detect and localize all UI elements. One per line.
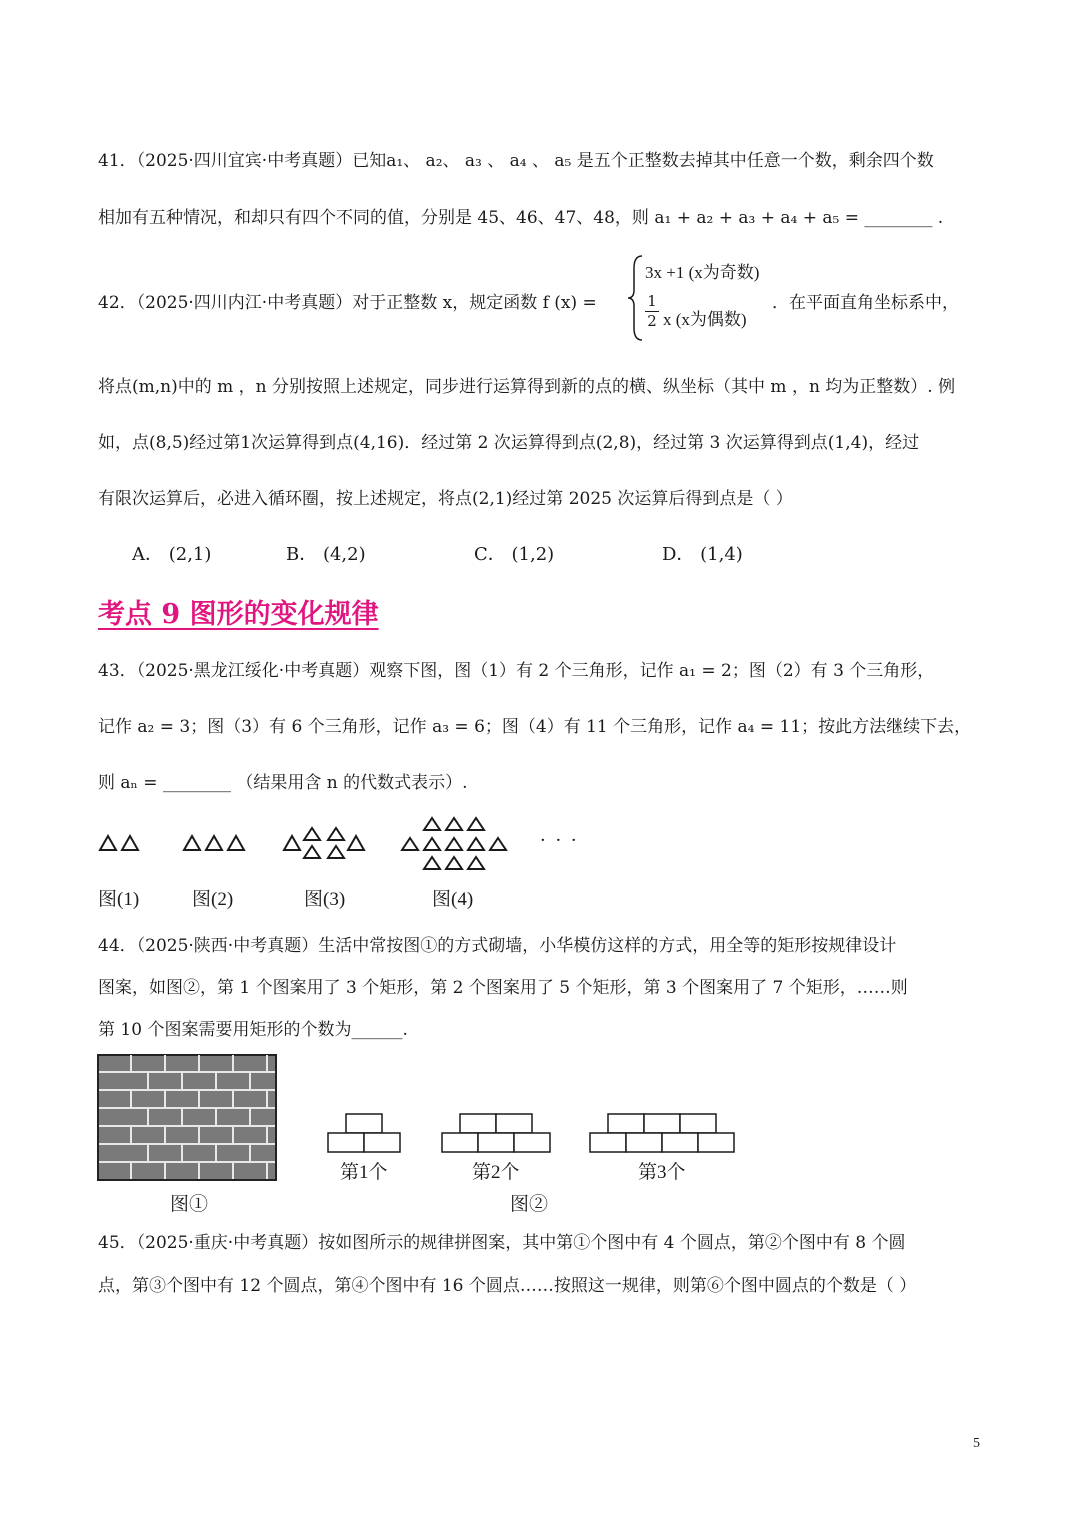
q42-line2: 将点(m,n)中的 m ，n 分别按照上述规定，同步进行运算得到新的点的横、纵坐标（其中 m ，n 均为正整数）. 例 — [98, 377, 956, 397]
triangle-figures — [96, 812, 596, 872]
figures-ellipsis: · · · — [540, 830, 579, 851]
figure-1-triangles — [100, 836, 138, 850]
q42-case2-fraction: 1 2 — [645, 292, 659, 331]
figure-circle2-caption: 图② — [510, 1194, 549, 1215]
q45-line2: 点，第③个图中有 12 个圆点，第④个图中有 16 个圆点……按照这一规律，则第⑥个图中圆点的个数是（ ） — [98, 1276, 917, 1296]
q43-line2: 记作 a₂ = 3；图（3）有 6 个三角形，记作 a₃ = 6；图（4）有 11 个三角形，记作 a₄ = 11；按此方法继续下去， — [98, 717, 972, 737]
page-number: 5 — [973, 1436, 980, 1451]
q45-line1: 45．（2025·重庆·中考真题）按如图所示的规律拼图案，其中第①个图中有 4 个圆点，第②个图中有 8 个圆 — [98, 1233, 906, 1253]
q42-lead: 42．（2025·四川内江·中考真题）对于正整数 x，规定函数 f (x) = — [98, 293, 597, 313]
q42-option-d: D． (1,4) — [662, 544, 743, 565]
q42-option-b: B． (4,2) — [286, 544, 366, 565]
pattern-2-label: 第2个 — [472, 1162, 520, 1183]
pattern-3-label: 第3个 — [638, 1162, 686, 1183]
q44-line3: 第 10 个图案需要用矩形的个数为______. — [98, 1020, 408, 1040]
pattern-1 — [328, 1114, 400, 1152]
q42-line4: 有限次运算后，必进入循环圈，按上述规定，将点(2,1)经过第 2025 次运算后得到点是（ ） — [98, 489, 793, 509]
q41-line1: 41．（2025·四川宜宾·中考真题）已知a₁、 a₂、 a₃ 、 a₄ 、 a₅ 是五个正整数去掉其中任意一个数，剩余四个数 — [98, 151, 934, 171]
q44-line1: 44．（2025·陕西·中考真题）生活中常按图①的方式砌墙，小华模仿这样的方式，用全等的矩形按规律设计 — [98, 936, 897, 956]
pattern-3 — [590, 1114, 734, 1152]
q42-case2: x (x为偶数) — [663, 310, 747, 329]
figure-2-caption: 图(2) — [192, 889, 234, 910]
q42-case1: 3x +1 (x为奇数) — [645, 263, 760, 282]
rectangle-patterns — [326, 1112, 738, 1156]
q41-line2: 相加有五种情况，和却只有四个不同的值，分别是 45、46、47、48，则 a₁ + a₂ + a₃ + a₄ + a₅ = ________ . — [98, 208, 944, 228]
q42-option-a: A． (2,1) — [132, 544, 212, 565]
q42-tail: ．在平面直角坐标系中， — [772, 293, 959, 313]
q42-line3: 如，点(8,5)经过第1次运算得到点(4,16)．经过第 2 次运算得到点(2,8)，经过第 3 次运算得到点(1,4)，经过 — [98, 433, 920, 453]
q43-line3: 则 aₙ = ________ （结果用含 n 的代数式表示）. — [98, 773, 468, 793]
brick-wall-figure — [97, 1054, 279, 1182]
figure-4-caption: 图(4) — [432, 889, 474, 910]
q44-line2: 图案，如图②，第 1 个图案用了 3 个矩形，第 2 个图案用了 5 个矩形，第 3 个图案用了 7 个矩形，……则 — [98, 978, 908, 998]
figure-3-caption: 图(3) — [304, 889, 346, 910]
pattern-2 — [442, 1114, 550, 1152]
figure-3-triangles — [284, 828, 364, 858]
q42-option-c: C． (1,2) — [474, 544, 555, 565]
figure-circle1-caption: 图① — [170, 1194, 209, 1215]
figure-2-triangles — [184, 836, 244, 850]
figure-4-triangles — [402, 818, 506, 869]
q43-line1: 43．（2025·黑龙江绥化·中考真题）观察下图，图（1）有 2 个三角形，记作 a₁ = 2；图（2）有 3 个三角形， — [98, 661, 935, 681]
pattern-1-label: 第1个 — [340, 1162, 388, 1183]
figure-1-caption: 图(1) — [98, 889, 140, 910]
piecewise-brace — [626, 254, 646, 342]
section-title: 考点 9 图形的变化规律 — [98, 599, 379, 630]
